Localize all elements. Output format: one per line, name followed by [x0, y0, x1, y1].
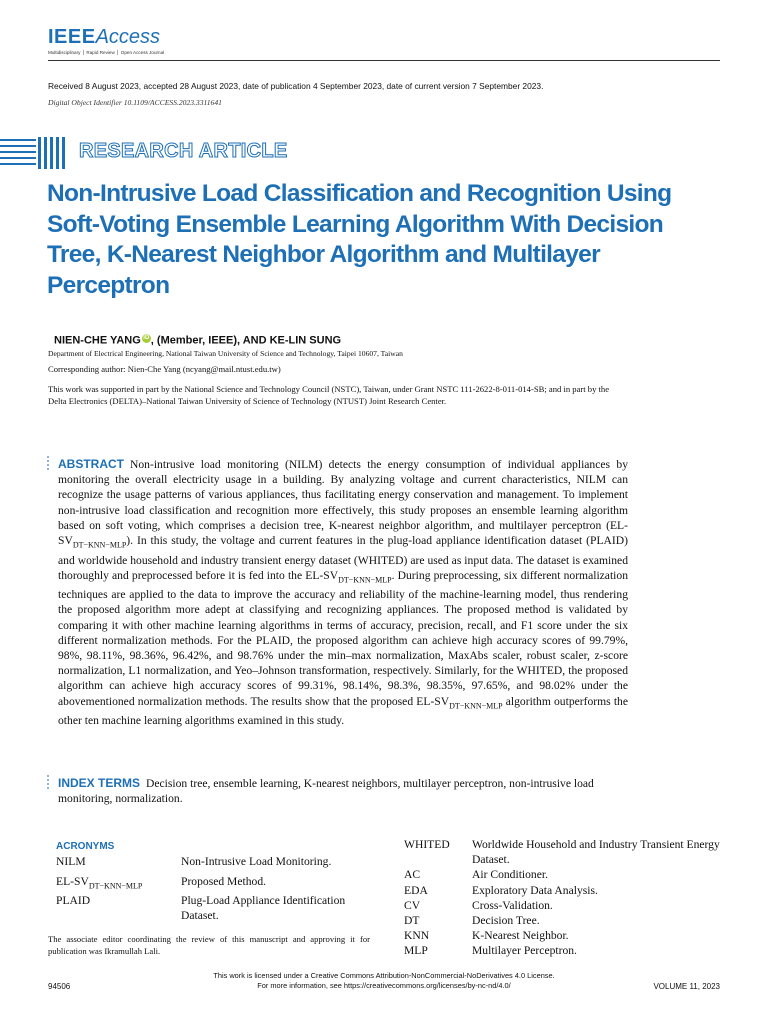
article-type-label: RESEARCH ARTICLE: [79, 140, 288, 162]
journal-logo: [48, 26, 164, 56]
acronym-definition: Cross-Validation.: [472, 898, 553, 912]
author-line: [54, 334, 341, 347]
abstract-sub-1: DT−KNN−MLP: [72, 540, 127, 550]
acronym-row: [56, 874, 371, 894]
acronym-definition: K-Nearest Neighbor.: [472, 929, 569, 943]
acronym-row: [404, 867, 722, 882]
index-terms-marker-icon: [47, 775, 51, 791]
abstract-sub-3: DT−KNN−MLP: [449, 700, 503, 710]
paper-title: Non-Intrusive Load Classification and Recognition Using Soft-Voting Ensemble Learning Algorithm With Decision Tree, K-Nearest Neighbor Algorithm and Multilayer Perceptron: [47, 180, 672, 299]
acronym-row: [404, 928, 722, 943]
abstract-label: ABSTRACT: [58, 457, 124, 471]
received-dates: Received 8 August 2023, accepted 28 August 2023, date of publication 4 September 2023, date of current version 7 September 2023.: [48, 81, 544, 91]
acronym-row: [404, 898, 722, 913]
acronym-term: KNN: [404, 929, 430, 943]
author-rest: , (Member, IEEE), AND KE-LIN SUNG: [150, 334, 342, 347]
acronym-row: [56, 893, 371, 923]
acronym-row: [404, 943, 722, 958]
abstract-text-2: ). In this study, the voltage and current features in the plug-load appliance identification dataset (PLAID) and worldwide household and industry transient energy dataset (WHITED) are used as input data. The dataset is examined thoroughly and preprocessed before it is fed into the EL-SV: [58, 534, 628, 582]
acronyms-right-list: [404, 837, 722, 959]
acronym-term: $EL-SV_{DT-KNN-MLP}$: [56, 874, 143, 890]
acronym-term: EDA: [404, 883, 428, 897]
acronym-definition: Proposed Method.: [181, 874, 267, 888]
abstract-text-1: Non-intrusive load monitoring (NILM) detects the energy consumption of individual appliances by monitoring the overall electricity usage in a building. By analyzing voltage and current characteristics, NILM can recognize the usage patterns of various appliances, thus facilitating energy conservation and management. To implement non-intrusive load classification and recognition more effectively, this study proposes an ensemble learning algorithm based on soft voting, which comprises a decision tree, K-nearest neighbor algorithm, and multilayer perceptron (EL-SV: [58, 458, 628, 548]
acronym-definition: Decision Tree.: [472, 914, 540, 928]
page-number: 94506: [48, 982, 71, 991]
acronym-row: [56, 854, 371, 874]
editor-note: The associate editor coordinating the review of this manuscript and approving it for publication was Ikramullah Lali.: [48, 934, 370, 956]
acronym-definition: Exploratory Data Analysis.: [472, 883, 598, 897]
author-first: NIEN-CHE YANG: [54, 334, 141, 347]
index-terms-label: INDEX TERMS: [58, 776, 141, 790]
acronym-definition: Worldwide Household and Industry Transient Energy Dataset.: [472, 838, 720, 867]
doi[interactable]: Digital Object Identifier 10.1109/ACCESS.2023.3311641: [48, 98, 222, 107]
volume-label: VOLUME 11, 2023: [653, 982, 720, 991]
abstract-sub-2: DT−KNN−MLP: [338, 575, 392, 585]
affiliation: Department of Electrical Engineering, National Taiwan University of Science and Technology, Taipei 10607, Taiwan: [48, 349, 403, 358]
acronym-row: [404, 837, 722, 867]
acronym-row: [404, 913, 722, 928]
license-link[interactable]: For more information, see https://creativecommons.org/licenses/by-nc-nd/4.0/: [257, 980, 511, 990]
article-type-decoration: [0, 137, 70, 169]
logo-access: Access: [95, 26, 161, 48]
index-terms: [58, 776, 638, 806]
index-terms-text: Decision tree, ensemble learning, K-nearest neighbors, multilayer perceptron, non-intrusive load monitoring, normalization.: [58, 777, 594, 806]
acronyms-heading: ACRONYMS: [56, 841, 115, 852]
acronym-definition: Non-Intrusive Load Monitoring.: [181, 855, 332, 868]
corresponding-author: Corresponding author: Nien-Che Yang (ncyang@mail.ntust.edu.tw): [48, 364, 281, 374]
funding-note: This work was supported in part by the National Science and Technology Council (NSTC), Taiwan, under Grant NSTC 111-2622-8-011-014-SB; and in part by the Delta Electronics (DELTA)–National Taiwan University of Science of Technology (NTUST) Joint Research Center.: [48, 384, 610, 406]
header-rule: [48, 60, 720, 61]
acronym-term: DT: [404, 914, 420, 928]
acronym-definition: Plug-Load Appliance Identification Dataset.: [181, 894, 346, 923]
acronym-term: CV: [404, 898, 421, 912]
acronym-term: AC: [404, 868, 421, 882]
acronym-term: WHITED: [404, 838, 450, 851]
logo-ieee: IEEE: [48, 26, 96, 48]
acronym-definition: Air Conditioner.: [472, 868, 548, 882]
acronym-term: MLP: [404, 944, 428, 958]
abstract-text-3: . During preprocessing, six different normalization techniques are applied to the data to improve the accuracy and reliability of the machine-learning model, thus rendering the proposed algorithm more adept at classifying and recognizing appliances. The proposed method is validated by comparing it with other machine learning algorithms in terms of accuracy, precision, recall, and F1 score under the six different normalization methods. For the PLAID, the proposed algorithm can achieve high accuracy scores of 99.79%, 98%, 98.11%, 98.36%, 96.42%, and 98.76% under the min–max normalization, MaxAbs scaler, robust scaler, z-score normalization, L1 normalization, and Yeo–Johnson transformation, respectively. Similarly, for the WHITED, the proposed algorithm can achieve high accuracy scores of 99.31%, 98.14%, 98.3%, 98.35%, 97.65%, and 98.02% under the abovementioned normalization methods. The results show that the proposed EL-SV: [58, 568, 628, 708]
acronym-row: [404, 883, 722, 898]
abstract-marker-icon: [47, 456, 51, 472]
acronym-definition: Multilayer Perceptron.: [472, 944, 577, 958]
acronym-term: NILM: [56, 855, 86, 868]
orcid-icon[interactable]: iD: [143, 335, 150, 341]
acronym-term: PLAID: [56, 894, 91, 908]
abstract: [58, 457, 628, 728]
acronyms-left-list: [56, 854, 371, 923]
logo-tagline: Multidisciplinary ⎪ Rapid Review ⎪ Open Access Journal: [48, 50, 165, 55]
abstract-text-4: algorithm outperforms the other ten machine learning algorithms examined in this study.: [58, 694, 628, 728]
license-line-1: This work is licensed under a Creative Commons Attribution-NonCommercial-NoDerivatives 4.0 License.: [213, 971, 555, 980]
